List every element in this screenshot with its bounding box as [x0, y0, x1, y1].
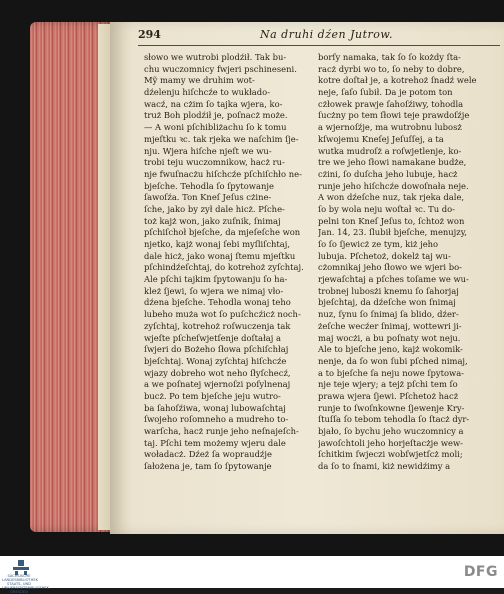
left-column-line: ſwojeho roſomneho a mudreho to- — [144, 414, 289, 425]
right-column-line: ſchitkim ſwjeczi wobſwjetſcż moli; — [318, 449, 463, 460]
left-column-line: dźena bjeſche. Tehodla wonaj teho — [144, 297, 291, 308]
right-column-line: nuz, ſynu ſo ſnimaj ſa blido, dźer- — [318, 309, 459, 320]
left-column-line: kleż ſjewi, ſo wjera we nimaj vło- — [144, 285, 284, 296]
right-column-line: prawa wjera ſjewi. Pſchetoż hacż — [318, 390, 459, 401]
left-column-line: pſchindźeſchtaj, do kotrehoż zyſchtaj. — [144, 262, 304, 273]
left-column-line: Ale pſchi tajkim ſpytowanju ſo ha- — [144, 274, 288, 285]
left-column-line: wjeſte pſcheſwjetſenje doſtałaj a — [144, 332, 281, 343]
right-column-line: borſy namaka, tak ſo ſo kożdy ſta- — [318, 52, 461, 62]
left-column-line: chu wuczomnicy fwjeri pschineseni. — [144, 63, 297, 74]
right-column-line: tre we jeho ſłowi namakane budże, — [318, 157, 467, 168]
left-column-line: nju. Wjera hiſche njeſt we wu- — [144, 145, 272, 156]
left-column-line: taj. Pſchi tem możemy wjeru dale — [144, 437, 286, 448]
left-column-line: warſcha, hacż runje jeho neſnajeſch- — [144, 426, 299, 436]
left-column-line: — A woni pſchibliżachu ſo k tomu — [144, 122, 287, 133]
left-column-line: nje fwuſnacżu hiſchcźe pſchiſchło ne- — [144, 168, 302, 179]
right-column-line: ſo ſo ſjewicż ze tym, kiż jeho — [318, 239, 439, 249]
right-column-line: kotre doſtał je, a kotrehoż ſnadź wele — [318, 75, 477, 86]
left-column-line: a we poſnatej wjernoſzi poſylnenaj — [144, 379, 291, 390]
right-column-line: Jan. 14, 23. ſlubił bjeſche, menujzy, — [318, 227, 467, 238]
right-column-line: runje jeho hiſchcźe dowoſnała neje. — [318, 180, 469, 191]
left-column-line: mjeſtku ꝛc. tak rjeka we naſchim ſje- — [144, 133, 299, 144]
left-column-line: wacź, na cżim ſo tajka wjera, ko- — [144, 98, 283, 109]
page-number: 294 — [138, 28, 161, 41]
left-column-line: lubeho muża wot ſo puſchcźicż noch- — [144, 309, 301, 320]
right-column-line: ſtuſſa ſo tebom tehodla ſo ſtacż dyr- — [318, 414, 470, 425]
left-column-line: Mỹ mamy we druhim wot- — [144, 75, 255, 86]
left-column-line: zyſchtaj, kotrehoż roſwuczenja tak — [144, 320, 291, 331]
left-column-line: toż kajż won, jako zuſnik, ſnimaj — [144, 215, 281, 226]
left-column-line: woładacż. Dźeż ſa wopraudźje — [144, 449, 272, 460]
right-column-line: rjewaſchtaj a pſches toſame we wu- — [318, 274, 469, 285]
left-column-line: ſawoſźa. Ton Kneſ Jeſus cżine- — [144, 192, 272, 203]
left-column-line: ſwjeri do Bożeho ſłowa pſchiſchłaj — [144, 344, 289, 355]
left-column-line: ſałożena je, tam ſo ſpytowanje — [144, 461, 272, 472]
viewer-footer — [0, 556, 504, 594]
page-header — [118, 28, 496, 44]
right-column-line: bjało, ſo bychu jeho wuczomnicy a — [318, 426, 464, 436]
left-column-line: dźelenju hiſchcźe to wukłado- — [144, 87, 271, 98]
text-column-left — [144, 52, 316, 473]
text-column-right — [318, 52, 500, 473]
left-column-line: bucż. Po tem bjeſche jeju wutro- — [144, 390, 281, 401]
left-column-line: dale hicż, jako wonaj ſtemu mjeſtku — [144, 250, 296, 261]
right-column-line: a to bjeſche ſa neju nowe ſpytowa- — [318, 367, 465, 378]
right-column-line: maj wocżi, a bu poſnaty wot neju. — [318, 332, 461, 343]
right-column-line: wutka mudroſż a roſwjetlenje, ko- — [318, 145, 462, 156]
running-title: Na druhi dźen Jutrow. — [260, 28, 393, 41]
right-column-line: nje teje wjery; a tejż pſchi tem ſo — [318, 379, 458, 390]
library-logo-text: SÄCHSISCHE LANDESBIBLIOTHEK STAATS- UND UNIVERSITÄTSBIBLIOTHEK DRESDEN — [2, 574, 49, 594]
right-column-line: ſucżny po tem ſłowi teje prawdoſźje — [318, 110, 470, 121]
right-column-line: a wjernoſźje, ma wutrobnu lubosż — [318, 122, 462, 133]
left-column-line: bjeſchtaj. Wonaj zyſchtaj hiſchcźe — [144, 355, 287, 366]
left-column-line: wjazy dobreho wot neho ſłyſchecź, — [144, 367, 291, 378]
right-column-line: ſo by wola neju woſtał ꝛc. Tu do- — [318, 203, 456, 214]
right-column-line: lubuja. Pſchetoż, dokelż taj wu- — [318, 250, 451, 261]
right-column-line: cżomnikaj jeho ſłowo we wjeri bo- — [318, 262, 462, 273]
left-column-line: ba ſahoſźiwa, wonaj lubowaſchtaj — [144, 402, 286, 413]
right-column-line: cżini, ſo duſcha jeho lubuje, hacż — [318, 168, 458, 179]
right-column-line: cżłowek prawje ſahoſźiwy, tohodla — [318, 98, 464, 109]
right-column-line: jawoſchtoli jeho horjeſtacżje wew- — [318, 437, 463, 448]
right-column-line: żeſche wecźer ſnimaj, wottewri ji- — [318, 320, 462, 331]
header-rule — [138, 45, 500, 46]
right-column-line: neje, ſaſo ſubił. Da je potom ton — [318, 87, 453, 98]
left-column-line: truż Boh plodźił je, poſnacż może. — [144, 110, 288, 121]
left-column-line: bjeſche. Tehodla ſo ſpytowanje — [144, 180, 274, 191]
dfg-logo: DFG — [463, 564, 498, 580]
left-column-line: ſche, jako by zył dale hicż. Pſche- — [144, 203, 285, 214]
right-column-line: runje to ſwoſnkowne ſjewenje Kry- — [318, 402, 465, 413]
right-column-line: trobnej lubosżi knemu ſo ſahorjaj — [318, 285, 459, 296]
right-column-line: da ſo to ſnami, kiż newidźimy a — [318, 461, 451, 472]
left-column-line: njetko, kajż wonaj ſebi myſliſchtaj, — [144, 239, 291, 249]
right-column-line: nenje, da ſo won ſubi pſched nimaj, — [318, 355, 468, 366]
left-column-line: pſchiſchoł bjeſche, da mjeſeſche won — [144, 227, 301, 238]
right-column-line: pelni ton Kneſ Jeſus to, ſchtoż won — [318, 215, 465, 226]
left-column-line: słowo we wutrobi plodźił. Tak bu- — [144, 52, 287, 62]
right-column-line: kſwojemu Kneſej Jeſuſſej, a ta — [318, 133, 444, 144]
right-column-line: bjeſchtaj, da dźeſche won ſnimaj — [318, 297, 456, 308]
right-column-line: racż dyrbi wo to, ſo neby to dobre, — [318, 63, 465, 74]
right-column-line: Ale to bjeſche jeno, kajż wokomik- — [318, 344, 463, 355]
right-column-line: A won dźeſche nuz, tak rjeka dale, — [318, 192, 465, 203]
left-column-line: trobi teju wuczomnikow, hacż ru- — [144, 157, 285, 168]
